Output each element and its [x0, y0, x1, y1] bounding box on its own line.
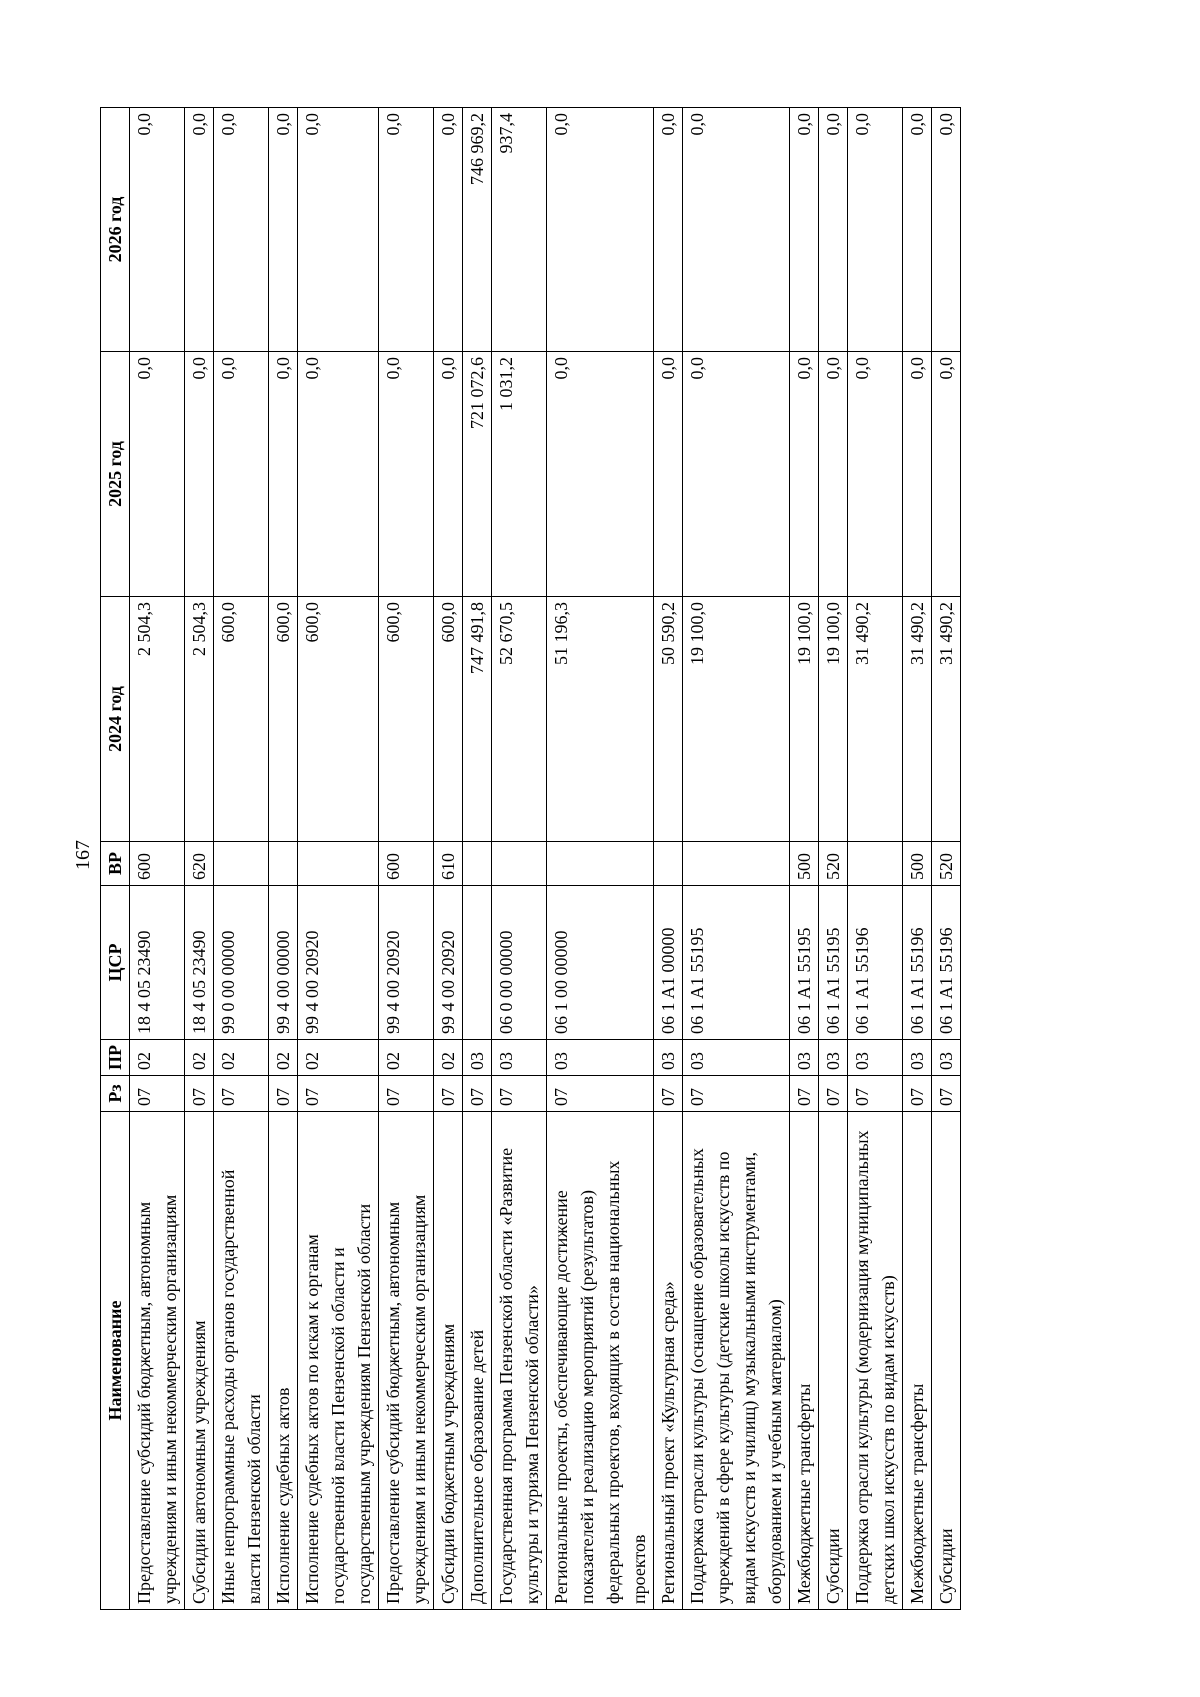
row-2024: 600,0 — [434, 597, 463, 842]
row-csr: 06 1 A1 55195 — [683, 886, 790, 1040]
row-name: Предоставление субсидий бюджетным, автономным учреждениям и иным некоммерческим организациям — [379, 1112, 434, 1610]
row-pr: 03 — [848, 1040, 903, 1076]
row-2026: 0,0 — [932, 108, 961, 352]
row-name: Предоставление субсидий бюджетным, автономным учреждениям и иным некоммерческим организациям — [130, 1112, 185, 1610]
row-name: Межбюджетные трансферты — [790, 1112, 819, 1610]
row-2026: 0,0 — [214, 108, 269, 352]
header-pr: ПР — [101, 1040, 130, 1076]
table-body — [130, 108, 961, 1610]
row-csr: 99 4 00 20920 — [298, 886, 379, 1040]
row-2024: 19 100,0 — [819, 597, 848, 842]
row-name: Субсидии — [819, 1112, 848, 1610]
row-name: Иные непрограммные расходы органов государственной власти Пензенской области — [214, 1112, 269, 1610]
row-csr: 06 0 00 00000 — [492, 886, 547, 1040]
rotated-table-container — [100, 108, 1060, 1610]
row-name: Субсидии бюджетным учреждениям — [434, 1112, 463, 1610]
row-2025: 0,0 — [654, 352, 683, 597]
row-csr: 99 4 00 20920 — [379, 886, 434, 1040]
row-csr: 06 1 A1 55196 — [848, 886, 903, 1040]
table-row — [848, 108, 903, 1610]
row-vr — [463, 842, 492, 886]
row-vr: 600 — [379, 842, 434, 886]
row-vr — [298, 842, 379, 886]
row-2025: 0,0 — [848, 352, 903, 597]
header-rz: Рз — [101, 1076, 130, 1112]
row-name: Субсидии автономным учреждениям — [185, 1112, 214, 1610]
row-2024: 2 504,3 — [130, 597, 185, 842]
row-csr: 99 4 00 00000 — [269, 886, 298, 1040]
row-pr: 02 — [298, 1040, 379, 1076]
row-2025: 0,0 — [819, 352, 848, 597]
row-rz: 07 — [434, 1076, 463, 1112]
row-rz: 07 — [463, 1076, 492, 1112]
table-row — [903, 108, 932, 1610]
page-number: 167 — [72, 840, 94, 870]
row-pr: 02 — [379, 1040, 434, 1076]
row-pr: 03 — [790, 1040, 819, 1076]
row-name: Поддержка отрасли культуры (оснащение образовательных учреждений в сфере культуры (детские школы искусств по видам искусств и училищ) музыкальными инструментами, оборудованием и учебным материалом) — [683, 1112, 790, 1610]
row-2025: 0,0 — [298, 352, 379, 597]
header-csr: ЦСР — [101, 886, 130, 1040]
row-2024: 19 100,0 — [683, 597, 790, 842]
row-pr: 03 — [683, 1040, 790, 1076]
row-2026: 0,0 — [654, 108, 683, 352]
row-vr: 500 — [903, 842, 932, 886]
row-2024: 747 491,8 — [463, 597, 492, 842]
row-2024: 600,0 — [269, 597, 298, 842]
row-2024: 50 590,2 — [654, 597, 683, 842]
row-2024: 19 100,0 — [790, 597, 819, 842]
row-rz: 07 — [379, 1076, 434, 1112]
row-2024: 31 490,2 — [903, 597, 932, 842]
row-2026: 0,0 — [434, 108, 463, 352]
table-row — [185, 108, 214, 1610]
row-vr — [683, 842, 790, 886]
row-pr: 02 — [269, 1040, 298, 1076]
row-2025: 0,0 — [932, 352, 961, 597]
row-2024: 600,0 — [214, 597, 269, 842]
row-pr: 02 — [434, 1040, 463, 1076]
row-pr: 03 — [819, 1040, 848, 1076]
row-rz: 07 — [130, 1076, 185, 1112]
row-vr: 600 — [130, 842, 185, 886]
row-vr — [547, 842, 654, 886]
row-rz: 07 — [819, 1076, 848, 1112]
row-vr: 610 — [434, 842, 463, 886]
header-2026: 2026 год — [101, 108, 130, 352]
row-csr: 99 4 00 20920 — [434, 886, 463, 1040]
table-row — [547, 108, 654, 1610]
row-rz: 07 — [848, 1076, 903, 1112]
row-2025: 1 031,2 — [492, 352, 547, 597]
row-rz: 07 — [185, 1076, 214, 1112]
row-pr: 03 — [463, 1040, 492, 1076]
row-2026: 0,0 — [185, 108, 214, 352]
row-name: Исполнение судебных актов по искам к органам государственной власти Пензенской области и государственным учреждениям Пензенской области — [298, 1112, 379, 1610]
table-row — [492, 108, 547, 1610]
table-row — [654, 108, 683, 1610]
table-row — [790, 108, 819, 1610]
row-2026: 746 969,2 — [463, 108, 492, 352]
row-pr: 02 — [214, 1040, 269, 1076]
row-2026: 0,0 — [298, 108, 379, 352]
table-row — [819, 108, 848, 1610]
table-row — [298, 108, 379, 1610]
row-rz: 07 — [298, 1076, 379, 1112]
table-row — [379, 108, 434, 1610]
row-2025: 0,0 — [130, 352, 185, 597]
row-rz: 07 — [932, 1076, 961, 1112]
row-pr: 03 — [654, 1040, 683, 1076]
table-row — [214, 108, 269, 1610]
row-2024: 31 490,2 — [932, 597, 961, 842]
row-name: Региональные проекты, обеспечивающие достижение показателей и реализацию мероприятий (результатов) федеральных проектов, входящих в состав национальных проектов — [547, 1112, 654, 1610]
row-2026: 0,0 — [683, 108, 790, 352]
header-2025: 2025 год — [101, 352, 130, 597]
row-name: Межбюджетные трансферты — [903, 1112, 932, 1610]
row-pr: 03 — [903, 1040, 932, 1076]
table-row — [463, 108, 492, 1610]
header-name: Наименование — [101, 1112, 130, 1610]
row-csr: 06 1 A1 55196 — [903, 886, 932, 1040]
row-csr — [463, 886, 492, 1040]
row-rz: 07 — [214, 1076, 269, 1112]
row-vr: 620 — [185, 842, 214, 886]
row-csr: 06 1 A1 55196 — [932, 886, 961, 1040]
row-2025: 0,0 — [214, 352, 269, 597]
row-2024: 51 196,3 — [547, 597, 654, 842]
table-row — [269, 108, 298, 1610]
table-header-row — [101, 108, 130, 1610]
row-csr: 06 1 00 00000 — [547, 886, 654, 1040]
row-name: Субсидии — [932, 1112, 961, 1610]
row-csr: 06 1 A1 55195 — [790, 886, 819, 1040]
row-pr: 03 — [547, 1040, 654, 1076]
row-2024: 52 670,5 — [492, 597, 547, 842]
row-2026: 0,0 — [379, 108, 434, 352]
row-csr: 99 0 00 00000 — [214, 886, 269, 1040]
row-rz: 07 — [903, 1076, 932, 1112]
row-2026: 0,0 — [269, 108, 298, 352]
row-2025: 0,0 — [903, 352, 932, 597]
table-row — [130, 108, 185, 1610]
row-2026: 0,0 — [819, 108, 848, 352]
row-rz: 07 — [683, 1076, 790, 1112]
row-2025: 0,0 — [269, 352, 298, 597]
row-csr: 06 1 A1 00000 — [654, 886, 683, 1040]
row-vr — [492, 842, 547, 886]
header-2024: 2024 год — [101, 597, 130, 842]
row-vr — [214, 842, 269, 886]
row-2024: 31 490,2 — [848, 597, 903, 842]
row-csr: 18 4 05 23490 — [185, 886, 214, 1040]
row-2025: 721 072,6 — [463, 352, 492, 597]
row-vr: 520 — [819, 842, 848, 886]
row-2026: 0,0 — [130, 108, 185, 352]
row-2025: 0,0 — [434, 352, 463, 597]
row-name: Дополнительное образование детей — [463, 1112, 492, 1610]
table-row — [932, 108, 961, 1610]
row-pr: 02 — [130, 1040, 185, 1076]
row-name: Поддержка отрасли культуры (модернизация муниципальных детских школ искусств по видам искусств) — [848, 1112, 903, 1610]
row-rz: 07 — [547, 1076, 654, 1112]
row-rz: 07 — [654, 1076, 683, 1112]
row-csr: 18 4 05 23490 — [130, 886, 185, 1040]
row-rz: 07 — [492, 1076, 547, 1112]
row-name: Государственная программа Пензенской области «Развитие культуры и туризма Пензенской области» — [492, 1112, 547, 1610]
row-pr: 03 — [492, 1040, 547, 1076]
row-pr: 02 — [185, 1040, 214, 1076]
row-2025: 0,0 — [379, 352, 434, 597]
row-2026: 0,0 — [903, 108, 932, 352]
row-vr — [654, 842, 683, 886]
row-2024: 600,0 — [298, 597, 379, 842]
row-2025: 0,0 — [185, 352, 214, 597]
row-rz: 07 — [269, 1076, 298, 1112]
row-2025: 0,0 — [547, 352, 654, 597]
header-vr: ВР — [101, 842, 130, 886]
row-rz: 07 — [790, 1076, 819, 1112]
table-row — [683, 108, 790, 1610]
row-vr — [848, 842, 903, 886]
budget-table — [100, 107, 961, 1610]
row-name: Региональный проект «Культурная среда» — [654, 1112, 683, 1610]
row-csr: 06 1 A1 55195 — [819, 886, 848, 1040]
row-vr — [269, 842, 298, 886]
row-pr: 03 — [932, 1040, 961, 1076]
row-2025: 0,0 — [790, 352, 819, 597]
row-2026: 0,0 — [547, 108, 654, 352]
row-vr: 500 — [790, 842, 819, 886]
row-2026: 0,0 — [848, 108, 903, 352]
row-2024: 600,0 — [379, 597, 434, 842]
row-vr: 520 — [932, 842, 961, 886]
row-2024: 2 504,3 — [185, 597, 214, 842]
table-row — [434, 108, 463, 1610]
row-2025: 0,0 — [683, 352, 790, 597]
row-2026: 0,0 — [790, 108, 819, 352]
row-name: Исполнение судебных актов — [269, 1112, 298, 1610]
row-2026: 937,4 — [492, 108, 547, 352]
